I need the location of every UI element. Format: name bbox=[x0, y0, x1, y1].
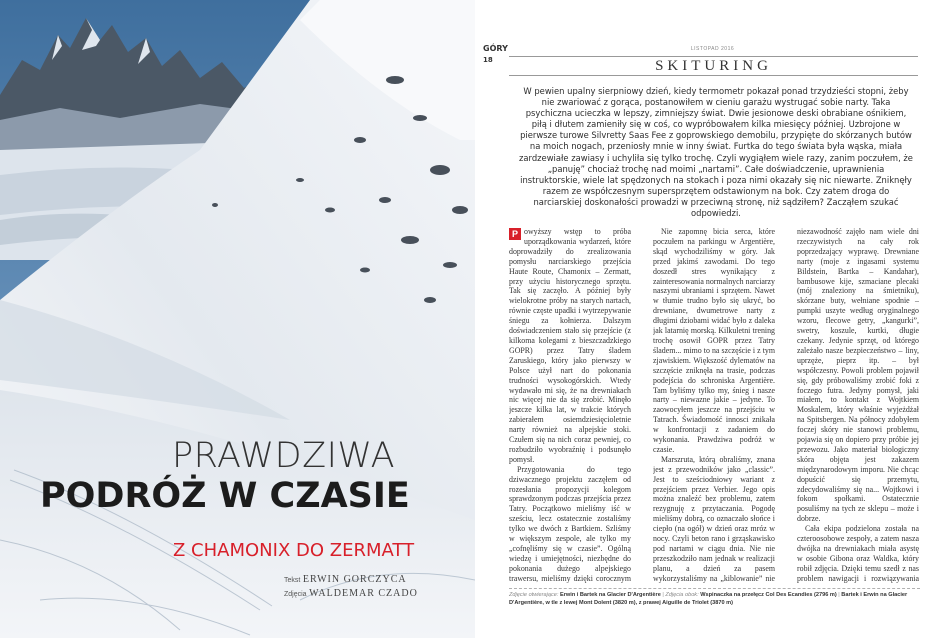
drop-cap: P bbox=[509, 228, 521, 240]
article-column-1 bbox=[509, 227, 631, 585]
caption-photo-label: Zdjęcia obok: bbox=[665, 592, 699, 598]
author-credit bbox=[284, 574, 407, 585]
caption-text-2: Wspinaczka na przełęcz Col Des Ecandies (2796 m) bbox=[700, 592, 837, 598]
paragraph-text: owyższy wstęp to próba uporządkowania wydarzeń, które doprowadziły do zrealizowania pomysłu narciarskiego przejścia Haute Route, Chamonix – Zermatt, przy użyciu historycznego sprzętu. Tak się zaczęło. A później były wielokrotne próby na starych nartach, równie częste upadki i wytrzepywanie śniegu za kołnierza. Dalszym doświadczeniem stało się przejście (z kilkoma kolegami z bieszczadzkiego GOPR) przez Tatry śladem Zaruskiego, który jako pierwszy w Polsce użył nart do pokonania trudności wysokogórskich. Wtedy wydawało mi się, że na drewniakach nic więcej nie da się zrobić. Minęło jeszcze kilka lat, w trakcie których zabierałem osiemdziesięcioletnie narty również na alpejskie stoki. Czułem się na nich coraz pewniej, co rozbudziło wyobraźnię i podsunęło pomysł. bbox=[509, 227, 631, 464]
photo-label: Zdjęcia bbox=[284, 591, 307, 598]
article-column-2 bbox=[653, 227, 775, 585]
photo-credit bbox=[284, 588, 418, 599]
right-page bbox=[475, 0, 950, 638]
issue-date: LISTOPAD 2016 bbox=[690, 46, 735, 52]
article-column-3 bbox=[797, 227, 919, 585]
section-title: SKITURING bbox=[509, 56, 918, 76]
headline-thin: PRAWDZIWA bbox=[172, 436, 396, 476]
headline-subtitle: Z CHAMONIX DO ZERMATT bbox=[173, 540, 415, 561]
article-paragraph bbox=[509, 227, 631, 465]
caption-text-1: Erwin i Bartek na Glacier D'Argentière bbox=[560, 592, 661, 598]
photo-caption: Zdjęcie otwierające: Erwin i Bartek na Glacier D'Argentière | Zdjęcia obok: Wspinaczka na przełęcz Col Des Ecandies (2796 m) | Bartek i Erwin na Glacier D'Argentière, w tle z lewej Mont Dolent (3820 m), z prawej Aiguille de Triolet (3870 m) bbox=[509, 592, 908, 606]
page-number: 18 bbox=[483, 56, 493, 64]
author-label: Tekst bbox=[284, 577, 301, 584]
article-paragraph: Cała ekipa podzielona została na czteroosobowe zespoły, a zatem nasza dwójka na drewniakach miała asystę w osobie Gibona oraz Waldka, który robił zdjęcia. Dzięki temu szedł z nas problem nawigacji i rozwiązywania bbox=[797, 524, 919, 583]
section-label: GÓRY bbox=[483, 44, 508, 53]
lead-paragraph: W pewien upalny sierpniowy dzień, kiedy termometr pokazał ponad trzydzieści stopni, żeby nie zwariować z gorąca, postanowiłem w cieniu garażu wystrugać sobie narty. Taka psychiczna ucieczka w lepszy, zimniejszy świat. Dwie jesionowe deski obrabiane ośnikiem, piłą i dłutem zamieniły się w coś, co wypróbowałem kilka miesięcy później. Uzbrojone w pierwsze turowe Silvretty Saas Fee z goprowskiego demobilu, przypięte do skórzanych butów na moich nogach, przeniosły mnie w inny świat. Furtka do tego świata była wąska, miała zardzewiałe zawiasy i uchyliła się tylko trochę. Czyli wygiąłem wiele razy, zanim poczułem, że „panuję” chociaż trochę nad moimi „nartami”. Całe doświadczenie, uprawnienia instruktorskie, wiele lat spędzonych na stokach i poza nimi okazały się nic niewarte. Zniknęły razem ze współczesnym supersprzętem odstawionym na bok. Czy zatem droga do narciarskiej doskonałości prowadzi w przeciwną stronę, niż sądziłem? Zacząłem szukać odpowiedzi. bbox=[519, 86, 913, 219]
caption-divider bbox=[509, 588, 920, 589]
author-name: ERWIN GORCZYCA bbox=[302, 574, 407, 585]
article-paragraph: niezawodność zajęło nam wiele dni rzeczywistych na cały rok poprzedzający wyprawę. Drewniane narty (moje z ingasami systemu Bildstein, Bartka – Kandahar), bambusowe kije, szmaciane plecaki (mój znaleziony na śmietniku), skórzane buty, wełniane spodnie – pumpki uszyte według oryginalnego wzoru, flecowe getry, „kangurki”, swetry, koszule, kurtki, długie czekany. Jedynie sprzęt, od którego zależało nasze bezpieczeństwo – liny, uprzęże, pieprz itp. – był współczesny. Powoli problem pojawił się, gdy próbowaliśmy zrobić foki z foczego futra. Jedyny pomysł, jaki miałem, to kontakt z Wojtkiem Moskalem, który właśnie wyjeżdżał na Spitsbergen. Na północy zdobyłem foczej skóry nie stanowi problemu, pojawia się on dopiero przy próbie jej przewozu. Jako materiał biologiczny skóra objęta jest zakazem międzynarodowym imporu. Nie chcąc dopuścić się przemytu, zdecydowaliśmy się na... Wojtkowi i fokom społkami. Ostatecznie posuliśmy na tych ze sklepu – może i dobrze. bbox=[797, 227, 919, 524]
headline-bold: PODRÓŻ W CZASIE bbox=[40, 476, 410, 516]
article-paragraph: Marszruta, którą obraliśmy, znana jest z przewodników jako „classic”. Jest to sześciodniowy wariant z przejściem przez Verbier. Jego opis można znaleźć bez problemu, zatem rezygnuję z przytaczania. Pogodę mieliśmy dobrą, co oznaczało słońce i ciepło (na ogół) w dzień oraz mróz w nocy. Czyli beton rano i grząskawisko pod nartami w ciągu dnia. Nie nie przeszkodziło nam jednak w realizacji planu, a dzień za pasem wykorzystaliśmy na „kiblowanie” nie bbox=[653, 454, 775, 583]
photographer-name: WALDEMAR CZADO bbox=[309, 588, 418, 599]
article-paragraph: Nie zapomnę bicia serca, które poczułem na parkingu w Argentière, skąd wychodziliśmy w góry. Jak przed jakimś zawodami. Do tego doszedł stres wynikający z zainteresowania normalnych narciarzy naszymi ubraniami i sprzętem. Nawet w tłumie trudno było się ukryć, bo drewniane, dwumetrowe narty z długimi dziobami widać było z daleka jak latarnię morską. Kilkuletni trening trochę osowił GOPR przez Tatry śladem... mimo to na szczęście i z tym zjawiskiem. Większość dylematów na szczęście zniknęła na trasie, podczas podejścia do schroniska Argentière. Tam byliśmy tylko my, śnieg i nasze narty – niewazne jakie – jedyne. To zaowocyłem jeszcze na przejściu w Tatrach. Świadomość innosci znikała w konfrontacji z zadaniem do wykonania. Prawdziwa podróż w czasie. bbox=[653, 227, 775, 454]
caption-label: Zdjęcie otwierające: bbox=[509, 592, 559, 598]
article-paragraph: Przygotowania do tego dziwacznego projektu zaczęłem od rozesłania propozycji kolegom sprawdzonym podczas przejścia przez Tatry. Początkowo mieliśmy iść w sześciu, lecz ostatecznie zostaliśmy tylko we dwóch z Bartkiem. Szliśmy w większym zespole, ale tylko my „cofnęliśmy się w czasie”. Ogólną wiedzę i umiejętności, niezbędne do pokonania dużego alpejskiego trawersu, mieliśmy dzięki corocznym bbox=[509, 464, 631, 583]
caption-text-3: Bartek i Erwin na Glacier D'Argentière, w tle z lewej Mont Dolent (3820 m), z prawej Aiguille de Triolet (3870 m) bbox=[509, 592, 908, 606]
